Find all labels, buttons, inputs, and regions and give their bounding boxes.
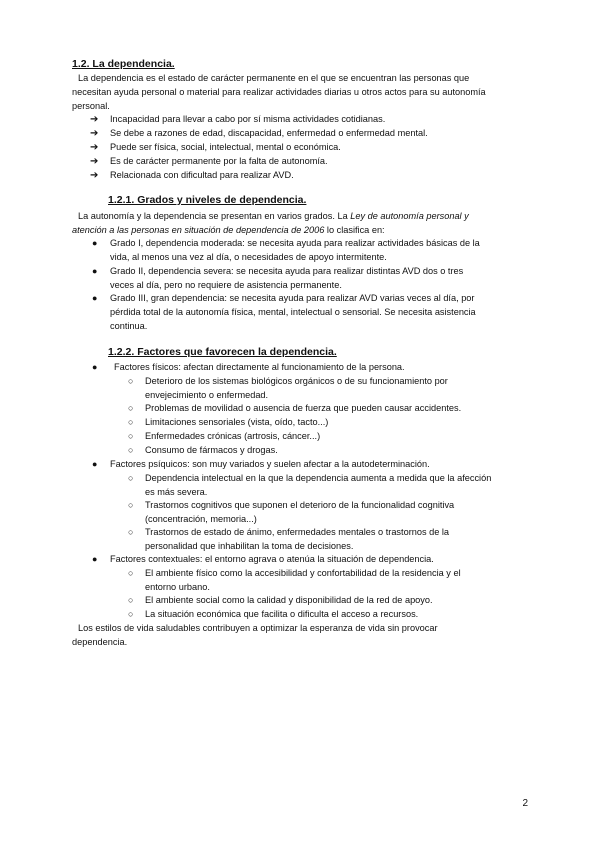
circle-bullet-icon: ○ [128,609,134,619]
grade-line: Grado III, gran dependencia: se necesita ayuda para realizar AVD varias veces al día, por [110,293,475,303]
page-number: 2 [522,798,528,809]
arrow-item: Es de carácter permanente por la falta de autonomía. [110,156,328,166]
arrow-item: Se debe a razones de edad, discapacidad, enfermedad o enfermedad mental. [110,128,428,138]
arrow-item: Incapacidad para llevar a cabo por sí misma actividades cotidianas. [110,114,386,124]
factor-item: Problemas de movilidad o ausencia de fuerza que pueden causar accidentes. [145,403,462,413]
bullet-icon: ● [92,362,98,372]
factor-item: Trastornos cognitivos que suponen el deterioro de la funcionalidad cognitiva [145,500,455,510]
circle-bullet-icon: ○ [128,527,134,537]
bullet-icon: ● [92,238,98,248]
intro-line: personal. [72,101,110,111]
grade-line: continua. [110,321,148,331]
factor-item: envejecimiento o enfermedad. [145,390,269,400]
factor-item: El ambiente físico como la accesibilidad y confortabilidad de la residencia y el [145,568,461,578]
grade-line: veces al día, pero no requiere de asistencia permanente. [110,280,342,290]
factor-label: Factores contextuales: el entorno agrava o atenúa la situación de dependencia. [110,554,434,564]
bullet-icon: ● [92,554,98,564]
arrow-bullet-icon: ➔ [90,128,99,139]
closing-line: dependencia. [72,637,128,647]
factor-item: personalidad que inhabilitan la toma de decisiones. [145,541,354,551]
grade-line: vida, al menos una vez al día, o necesidades de apoyo intermitente. [110,252,387,262]
circle-bullet-icon: ○ [128,403,134,413]
factor-item: entorno urbano. [145,582,210,592]
arrow-item: Puede ser física, social, intelectual, mental o económica. [110,142,341,152]
circle-bullet-icon: ○ [128,595,134,605]
circle-bullet-icon: ○ [128,473,134,483]
circle-bullet-icon: ○ [128,445,134,455]
factor-item: (concentración, memoria...) [145,514,257,524]
grade-line: Grado II, dependencia severa: se necesita ayuda para realizar distintas AVD dos o tres [110,266,464,276]
bullet-icon: ● [92,266,98,276]
closing-line: Los estilos de vida saludables contribuyen a optimizar la esperanza de vida sin provocar [78,623,438,633]
factor-item: Trastornos de estado de ánimo, enfermedades mentales o trastornos de la [145,527,450,537]
arrow-bullet-icon: ➔ [90,114,99,125]
sub1-intro: atención a las personas en situación de dependencia de 2006 lo clasifica en: [72,225,385,235]
arrow-bullet-icon: ➔ [90,170,99,181]
section-title: 1.2. La dependencia. [72,58,175,70]
circle-bullet-icon: ○ [128,417,134,427]
subsection-title: 1.2.2. Factores que favorecen la dependencia. [108,346,337,358]
intro-line: La dependencia es el estado de carácter permanente en el que se encuentran las personas que [78,73,470,83]
arrow-item: Relacionada con dificultad para realizar AVD. [110,170,294,180]
circle-bullet-icon: ○ [128,500,134,510]
factor-label: Factores físicos: afectan directamente al funcionamiento de la persona. [114,362,405,372]
factor-item: Limitaciones sensoriales (vista, oído, tacto...) [145,417,329,427]
arrow-bullet-icon: ➔ [90,142,99,153]
circle-bullet-icon: ○ [128,431,134,441]
factor-label: Factores psíquicos: son muy variados y suelen afectar a la autodeterminación. [110,459,430,469]
factor-item: Consumo de fármacos y drogas. [145,445,278,455]
subsection-title: 1.2.1. Grados y niveles de dependencia. [108,194,307,206]
circle-bullet-icon: ○ [128,568,134,578]
factor-item: Dependencia intelectual en la que la dependencia aumenta a medida que la afección [145,473,492,483]
bullet-icon: ● [92,293,98,303]
grade-line: Grado I, dependencia moderada: se necesita ayuda para realizar actividades básicas de la [110,238,480,248]
factor-item: Deterioro de los sistemas biológicos orgánicos o de su funcionamiento por [145,376,448,386]
circle-bullet-icon: ○ [128,376,134,386]
factor-item: Enfermedades crónicas (artrosis, cáncer...) [145,431,321,441]
factor-item: La situación económica que facilita o dificulta el acceso a recursos. [145,609,419,619]
factor-item: es más severa. [145,487,208,497]
factor-item: El ambiente social como la calidad y disponibilidad de la red de apoyo. [145,595,433,605]
grade-line: pérdida total de la autonomía física, mental, intelectual o sensorial. Se necesita asistencia [110,307,476,317]
sub1-intro: La autonomía y la dependencia se presentan en varios grados. La Ley de autonomía personal y [78,211,469,221]
arrow-bullet-icon: ➔ [90,156,99,167]
intro-line: necesitan ayuda personal o material para realizar actividades diarias u otros actos para su autonomía [72,87,486,97]
bullet-icon: ● [92,459,98,469]
